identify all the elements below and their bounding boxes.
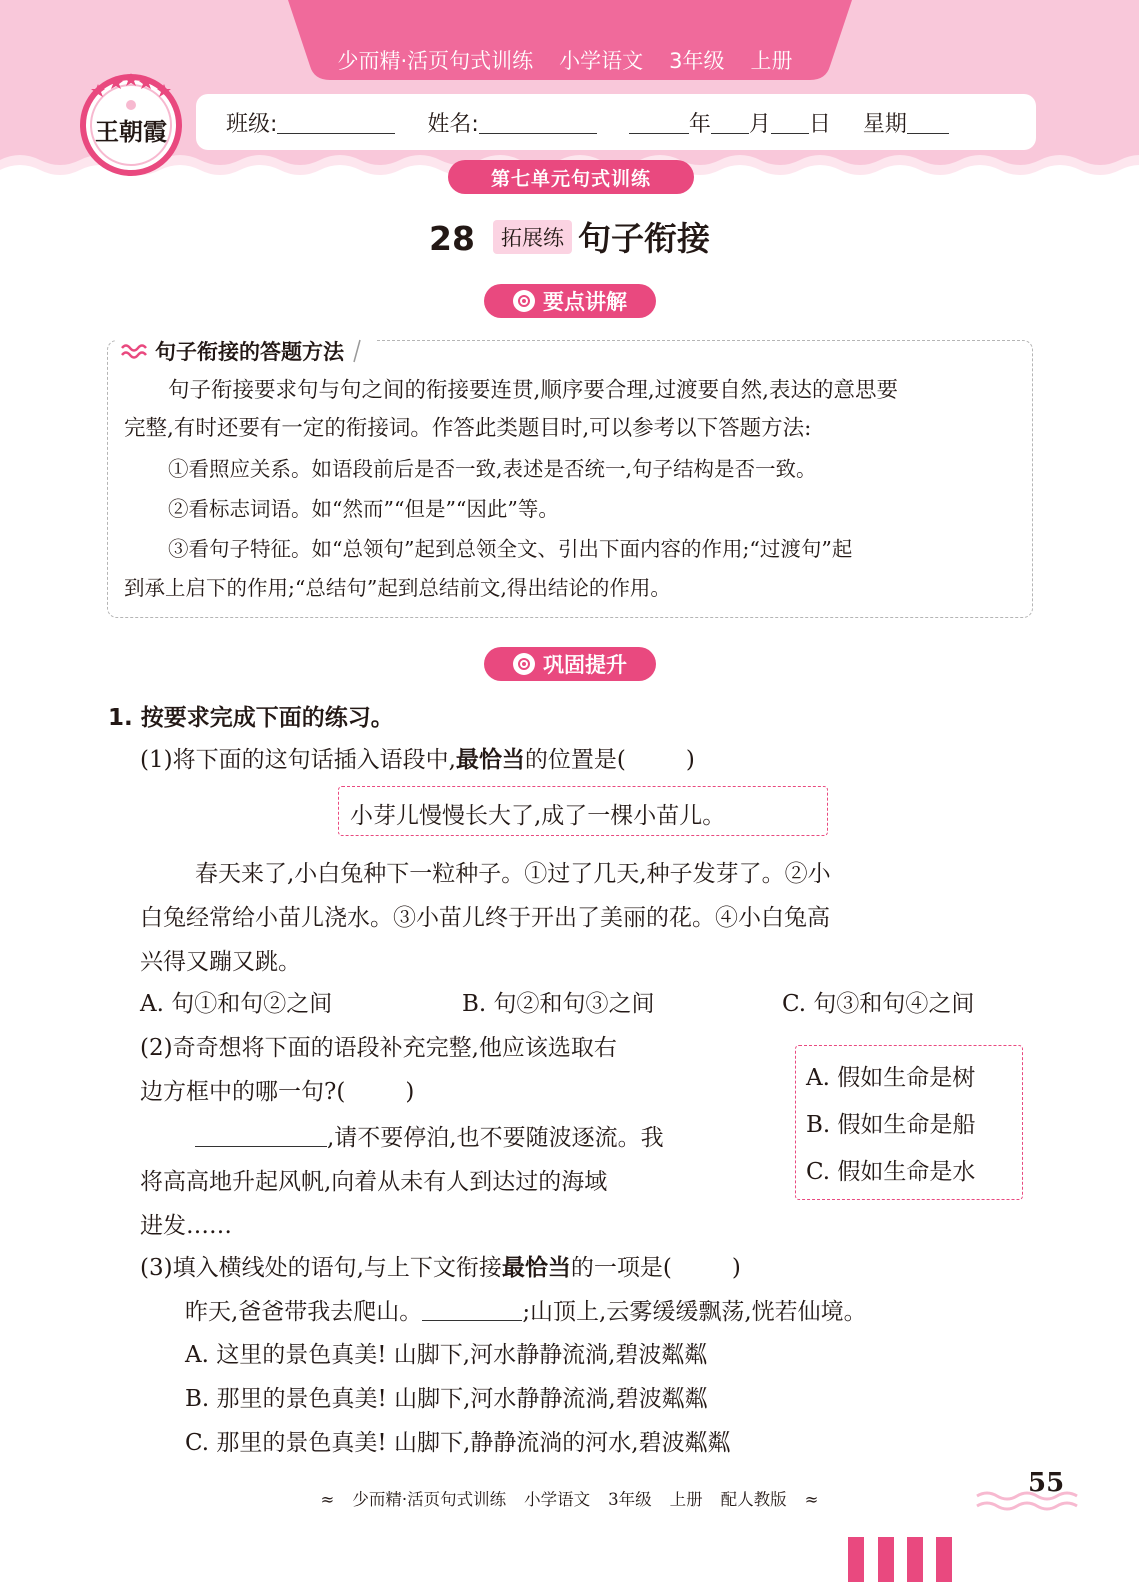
day-field[interactable] [771,111,809,134]
passage-2-line-2: 将高高地升起风帆,向着从未有人到达过的海域 [140,1169,608,1195]
lesson-tag: 拓展练 [493,220,572,254]
weekday-label: 星期 [862,111,907,137]
year-label: 年 [688,111,711,137]
page-number: 55 [1028,1468,1065,1498]
series-volume: 上册 [750,49,793,73]
series-title-bar [305,38,825,82]
month-field[interactable] [711,111,749,134]
wave-icon: ≈ [320,1490,335,1509]
practice-badge [484,647,656,681]
medal-icon [513,653,535,675]
box-option-c[interactable]: C. 假如生命是水 [806,1159,976,1185]
passage-2-line-1: ,请不要停泊,也不要随波逐流。我 [195,1119,664,1152]
slash-divider [352,338,362,364]
method-3-line-2: 到承上启下的作用;“总结句”起到总结前文,得出结论的作用。 [124,576,671,600]
passage-1-line-1: 春天来了,小白兔种下一粒种子。①过了几天,种子发芽了。②小 [195,861,831,887]
option-a[interactable]: A. 句①和句②之间 [140,991,333,1017]
page-tab [878,1537,894,1582]
method-intro-line-2: 完整,有时还要有一定的衔接词。作答此类题目时,可以参考以下答题方法: [124,416,812,441]
insert-sentence: 小芽儿慢慢长大了,成了一棵小苗儿。 [350,803,726,829]
footer-series-info: ≈ 少而精·活页句式训练 小学语文 3年级 上册 配人教版 ≈ [320,1490,819,1509]
page-tab [848,1537,864,1582]
logo-text: 王朝霞 [95,117,167,146]
name-label: 姓名: [427,111,479,137]
medal-icon [513,290,535,312]
key-points-badge [484,284,656,318]
passage-1-line-2: 白兔经常给小苗儿浇水。③小苗儿终于开出了美丽的花。④小白兔高 [140,905,830,931]
box-option-b[interactable]: B. 假如生命是船 [806,1112,976,1138]
passage-2-line-3: 进发…… [140,1213,232,1239]
fill-blank[interactable] [422,1296,522,1321]
page-tab [907,1537,923,1582]
series-subject: 小学语文 [559,49,644,73]
method-heading [115,334,376,368]
day-label: 日 [808,111,831,137]
question-1-1-prompt: (1)将下面的这句话插入语段中,最恰当的位置是( ) [140,747,695,773]
practice-label: 巩固提升 [543,653,627,677]
series-name: 少而精·活页句式训练 [337,49,534,73]
box-option-a[interactable]: A. 假如生命是树 [806,1065,976,1091]
lesson-number: 28 [429,219,475,258]
question-1-2-prompt-line-1: (2)奇奇想将下面的语段补充完整,他应该选取右 [140,1035,617,1061]
name-field[interactable] [479,111,597,134]
lesson-title [0,213,1139,260]
series-grade: 3年级 [669,49,725,73]
class-field[interactable] [277,111,395,134]
method-intro-line-1: 句子衔接要求句与句之间的衔接要连贯,顺序要合理,过渡要自然,表达的意思要 [168,378,899,403]
question-1-3-prompt: (3)填入横线处的语句,与上下文衔接最恰当的一项是( ) [140,1255,741,1281]
method-heading-text: 句子衔接的答题方法 [155,340,344,364]
option-b[interactable]: B. 那里的景色真美! 山脚下,河水静静流淌,碧波粼粼 [185,1386,708,1412]
class-label: 班级: [226,111,278,137]
fill-blank[interactable] [195,1122,327,1147]
lesson-name: 句子衔接 [577,219,710,258]
wave-icon: ≈ [804,1490,819,1509]
year-field[interactable] [629,111,689,134]
option-c[interactable]: C. 句③和句④之间 [782,991,975,1017]
student-info-bar [196,94,1036,150]
publisher-logo [78,70,184,176]
passage-3: 昨天,爸爸带我去爬山。 ;山顶上,云雾缓缓飘荡,恍若仙境。 [185,1293,867,1326]
key-points-label: 要点讲解 [543,290,627,314]
option-b[interactable]: B. 句②和句③之间 [462,991,655,1017]
passage-1-line-3: 兴得又蹦又跳。 [140,949,301,975]
option-a[interactable]: A. 这里的景色真美! 山脚下,河水静静流淌,碧波粼粼 [185,1342,708,1368]
weekday-field[interactable] [907,111,949,134]
unit-banner: 第七单元句式训练 [448,160,694,194]
question-1-title: 1. 按要求完成下面的练习。 [108,705,394,731]
option-c[interactable]: C. 那里的景色真美! 山脚下,静静流淌的河水,碧波粼粼 [185,1430,731,1456]
month-label: 月 [748,111,771,137]
page-tab [936,1537,952,1582]
method-1: ①看照应关系。如语段前后是否一致,表述是否统一,句子结构是否一致。 [168,457,817,481]
method-3-line-1: ③看句子特征。如“总领句”起到总领全文、引出下面内容的作用;“过渡句”起 [168,537,853,561]
question-1-2-prompt-line-2: 边方框中的哪一句?( ) [140,1079,415,1105]
method-2: ②看标志词语。如“然而”“但是”“因此”等。 [168,497,559,521]
wave-icon [121,342,147,360]
